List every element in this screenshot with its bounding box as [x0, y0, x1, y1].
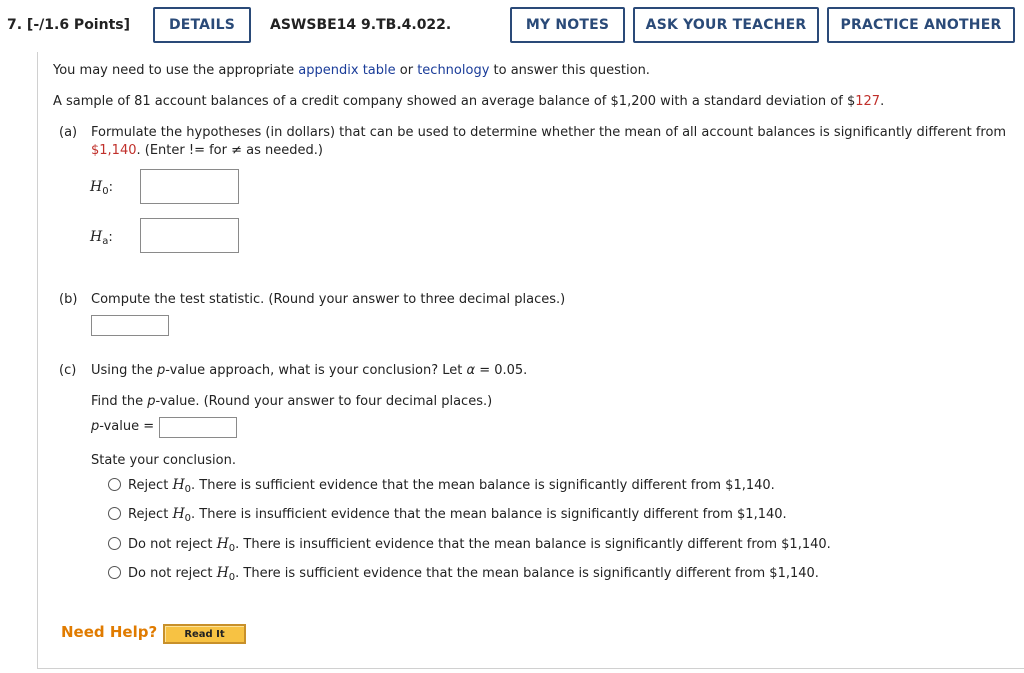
part-b-text: Compute the test statistic. (Round your answer to three decimal places.) — [91, 292, 566, 307]
h0-letter: H — [90, 179, 103, 195]
option-4-h: H — [216, 565, 229, 581]
option-3-h: H — [216, 536, 229, 552]
question-content — [37, 52, 1024, 669]
h0-colon: : — [108, 180, 113, 195]
h0-label — [90, 179, 113, 197]
p-italic-3: p — [91, 419, 100, 434]
pvalue-label — [91, 419, 154, 434]
part-c-label: (c) — [59, 363, 77, 378]
part-a-instruction: . (Enter != for ≠ as needed.) — [136, 143, 323, 158]
part-b-label: (b) — [59, 292, 78, 307]
option-3-lead: Do not reject — [128, 537, 217, 552]
ha-input[interactable] — [140, 218, 239, 253]
part-c-text — [91, 363, 527, 378]
option-2-sub: 0 — [184, 513, 192, 524]
option-3-sub: 0 — [228, 543, 236, 554]
state-conclusion: State your conclusion. — [91, 453, 236, 468]
find-pvalue-text — [91, 394, 492, 409]
intro-suffix: to answer this question. — [489, 63, 650, 78]
ha-colon: : — [108, 230, 113, 245]
option-4-sub: 0 — [228, 572, 236, 583]
option-2-text[interactable] — [128, 506, 787, 524]
ha-letter: H — [90, 229, 103, 245]
intro-prefix: You may need to use the appropriate — [53, 63, 299, 78]
intro-text — [53, 63, 650, 78]
option-1-lead: Reject — [128, 478, 173, 493]
test-statistic-input[interactable] — [91, 315, 169, 336]
option-2-rest: . There is insufficient evidence that the mean balance is significantly different from $1,140. — [191, 507, 787, 522]
pvalue-input[interactable] — [159, 417, 237, 438]
option-1-rest: . There is sufficient evidence that the mean balance is significantly different from $1,140. — [191, 478, 775, 493]
intro-middle: or — [395, 63, 418, 78]
part-c-suffix: -value approach, what is your conclusion? Let — [165, 363, 467, 378]
option-4-rest: . There is sufficient evidence that the mean balance is significantly different from $1,140. — [235, 566, 819, 581]
details-button[interactable]: DETAILS — [153, 7, 251, 43]
option-4-text[interactable] — [128, 565, 819, 583]
pvalue-equals: -value = — [99, 419, 155, 434]
ask-your-teacher-button[interactable]: ASK YOUR TEACHER — [633, 7, 819, 43]
alpha-symbol: α — [466, 363, 476, 378]
option-2-radio[interactable] — [108, 507, 121, 520]
p-italic-2: p — [147, 394, 156, 409]
h0-input[interactable] — [140, 169, 239, 204]
read-it-button[interactable]: Read It — [163, 624, 246, 644]
ha-subscript: a — [102, 236, 109, 247]
h0-subscript: 0 — [102, 186, 109, 197]
option-2-lead: Reject — [128, 507, 173, 522]
question-number: 7. [-/1.6 Points] — [7, 17, 130, 33]
part-c-prefix: Using the — [91, 363, 157, 378]
find-prefix: Find the — [91, 394, 148, 409]
my-notes-button[interactable]: MY NOTES — [510, 7, 625, 43]
question-code: ASWSBE14 9.TB.4.022. — [270, 17, 452, 33]
question-header — [0, 0, 1024, 52]
need-help-label: Need Help? — [61, 623, 158, 641]
part-a-label: (a) — [59, 125, 78, 140]
find-suffix: -value. (Round your answer to four decimal places.) — [155, 394, 493, 409]
option-4-radio[interactable] — [108, 566, 121, 579]
option-1-text[interactable] — [128, 477, 775, 495]
option-1-h: H — [172, 477, 185, 493]
option-3-text[interactable] — [128, 536, 831, 554]
option-1-sub: 0 — [184, 484, 192, 495]
option-3-rest: . There is insufficient evidence that the mean balance is significantly different from $1,140. — [235, 537, 831, 552]
practice-another-button[interactable]: PRACTICE ANOTHER — [827, 7, 1015, 43]
problem-prefix: A sample of 81 account balances of a credit company showed an average balance of $1,200 with a standard deviation of $ — [53, 94, 856, 109]
appendix-table-link[interactable]: appendix table — [298, 63, 396, 78]
option-1-radio[interactable] — [108, 478, 121, 491]
option-4-lead: Do not reject — [128, 566, 217, 581]
part-a-text-line2 — [91, 143, 323, 158]
part-a-text-line1: Formulate the hypotheses (in dollars) that can be used to determine whether the mean of all account balances is significantly different from — [91, 125, 1007, 140]
sd-value: 127 — [855, 94, 881, 109]
p-italic: p — [157, 363, 166, 378]
alpha-value: = 0.05. — [475, 363, 528, 378]
ha-label — [90, 229, 113, 247]
technology-link[interactable]: technology — [417, 63, 490, 78]
part-a-value: $1,140 — [91, 143, 137, 158]
option-3-radio[interactable] — [108, 537, 121, 550]
problem-suffix: . — [880, 94, 885, 109]
option-2-h: H — [172, 506, 185, 522]
problem-statement — [53, 94, 884, 109]
